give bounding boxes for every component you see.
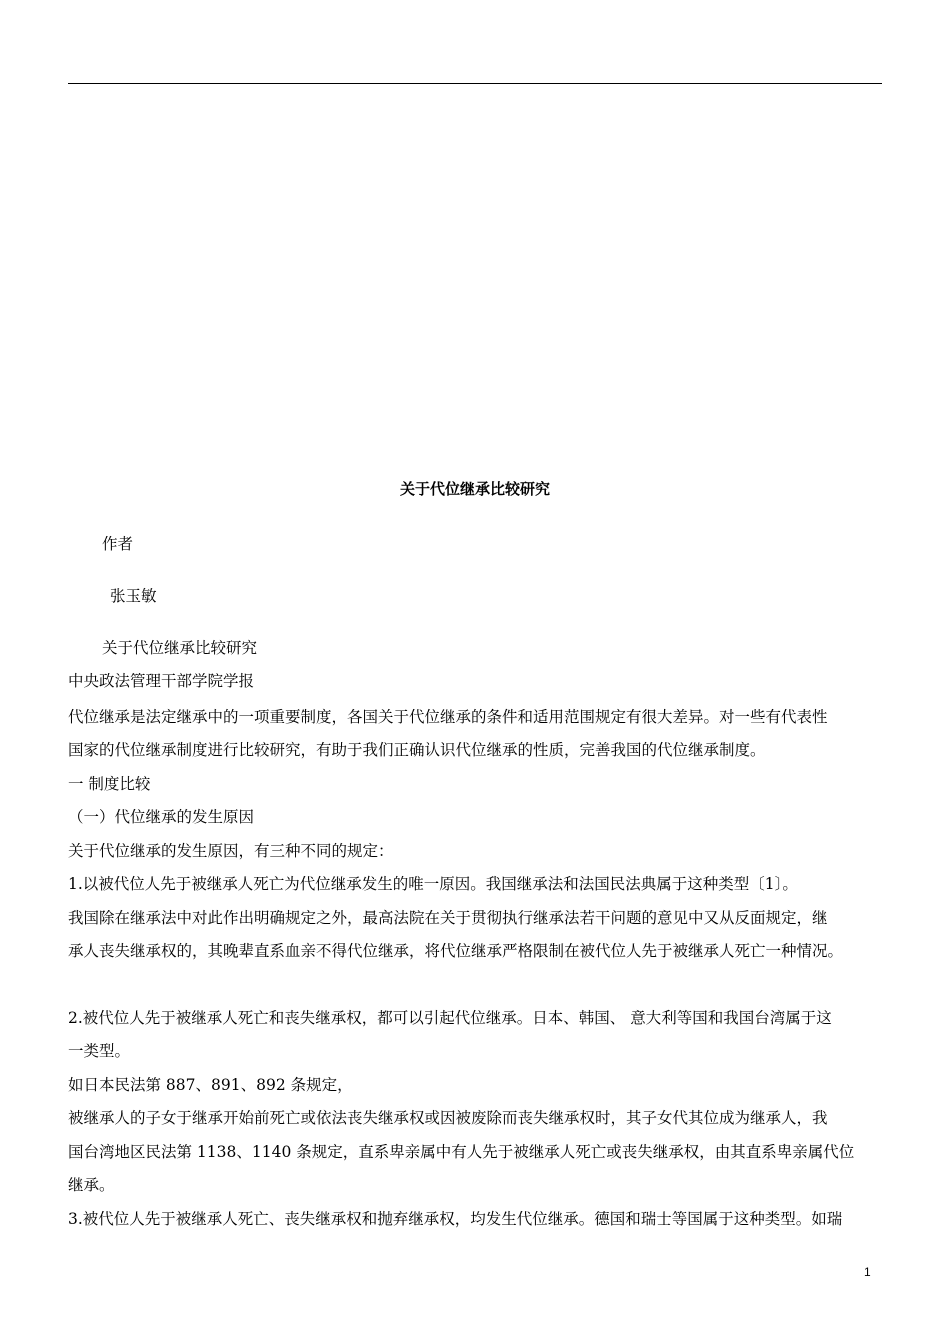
body-line: 3.被代位人先于被继承人死亡、丧失继承权和抛弃继承权，均发生代位继承。德国和瑞士等国属于这种类型。如瑞: [68, 1210, 843, 1228]
subtitle: 关于代位继承比较研究: [102, 639, 258, 657]
document-title: 关于代位继承比较研究: [399, 480, 550, 498]
body-line: 一类型。: [68, 1042, 131, 1060]
header-rule: [68, 83, 882, 84]
body-line: 我国除在继承法中对此作出明确规定之外，最高法院在关于贯彻执行继承法若干问题的意见中又从反面规定，继: [68, 909, 828, 927]
body-line: 如日本民法第 887、891、892 条规定，: [68, 1076, 353, 1094]
page-number: 1: [864, 1265, 871, 1279]
section-heading: 一 制度比较: [68, 775, 151, 793]
body-line: 2.被代位人先于被继承人死亡和丧失继承权，都可以引起代位继承。日本、韩国、 意大利等国和我国台湾属于这: [68, 1009, 832, 1027]
body-line: 国家的代位继承制度进行比较研究，有助于我们正确认识代位继承的性质，完善我国的代位继承制度。: [68, 741, 766, 759]
body-line: 继承。: [68, 1176, 115, 1194]
author-label: 作者: [102, 535, 134, 553]
body-line: 关于代位继承的发生原因，有三种不同的规定：: [68, 842, 394, 860]
body-line: 1.以被代位人先于被继承人死亡为代位继承发生的唯一原因。我国继承法和法国民法典属于这种类型〔1〕。: [68, 875, 798, 893]
body-line: 国台湾地区民法第 1138、1140 条规定，直系卑亲属中有人先于被继承人死亡或丧失继承权，由其直系卑亲属代位: [68, 1143, 855, 1161]
body-line: 代位继承是法定继承中的一项重要制度，各国关于代位继承的条件和适用范围规定有很大差异。对一些有代表性: [68, 708, 828, 726]
journal-name: 中央政法管理干部学院学报: [68, 672, 255, 690]
author-name: 张玉敏: [110, 587, 157, 605]
body-line: 被继承人的子女于继承开始前死亡或依法丧失继承权或因被废除而丧失继承权时，其子女代其位成为继承人，我: [68, 1109, 828, 1127]
body-line: 承人丧失继承权的，其晚辈直系血亲不得代位继承，将代位继承严格限制在被代位人先于被继承人死亡一种情况。: [68, 942, 844, 960]
subsection-heading: （一）代位继承的发生原因: [68, 808, 255, 826]
